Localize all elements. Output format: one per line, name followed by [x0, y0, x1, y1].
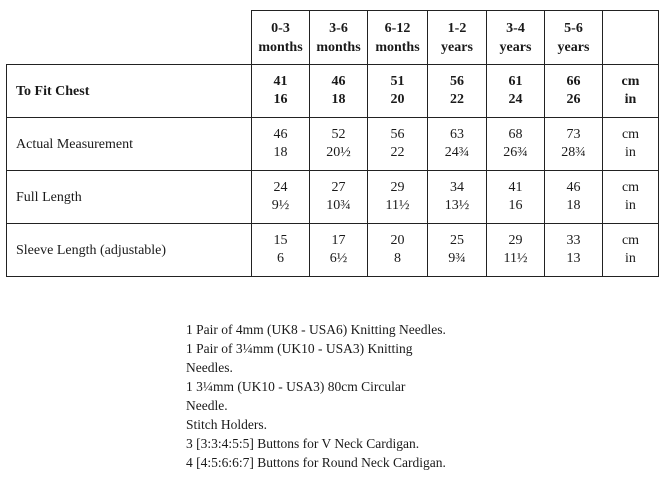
- materials-line: Needle.: [186, 398, 228, 413]
- unit-cell: cm in: [603, 171, 659, 224]
- table-cell: 15 6: [252, 224, 310, 277]
- table-cell: 51 20: [368, 65, 428, 118]
- materials-line: 1 3¼mm (UK10 - USA3) 80cm Circular: [186, 379, 406, 394]
- table-cell: 17 6½: [310, 224, 368, 277]
- table-cell: 56 22: [368, 118, 428, 171]
- table-row: [7, 118, 659, 171]
- table-cell: 24 9½: [252, 171, 310, 224]
- table-row: [7, 171, 659, 224]
- table-cell: 29 11½: [487, 224, 545, 277]
- header-size-1-2-years: 1-2 years: [428, 11, 487, 65]
- materials-line: Needles.: [186, 360, 233, 375]
- unit-cell: cm in: [603, 224, 659, 277]
- table-row: [7, 65, 659, 118]
- materials-line: 4 [4:5:6:6:7] Buttons for Round Neck Cardigan.: [186, 455, 446, 470]
- header-row: [7, 11, 659, 65]
- row-label: Full Length: [7, 171, 252, 224]
- row-label: To Fit Chest: [7, 65, 252, 118]
- unit-cell: cm in: [603, 65, 659, 118]
- row-label: Sleeve Length (adjustable): [7, 224, 252, 277]
- table-cell: 63 24¾: [428, 118, 487, 171]
- table-cell: 66 26: [545, 65, 603, 118]
- materials-line: 3 [3:3:4:5:5] Buttons for V Neck Cardigan.: [186, 436, 420, 451]
- table-cell: 56 22: [428, 65, 487, 118]
- header-size-5-6-years: 5-6 years: [545, 11, 603, 65]
- header-size-0-3-months: 0-3 months: [252, 11, 310, 65]
- header-unit: [603, 11, 659, 65]
- materials-list: [186, 320, 446, 472]
- corner-cell: [7, 11, 252, 65]
- row-label: Actual Measurement: [7, 118, 252, 171]
- table-cell: 46 18: [545, 171, 603, 224]
- table-cell: 46 18: [310, 65, 368, 118]
- table-cell: 27 10¾: [310, 171, 368, 224]
- table-cell: 33 13: [545, 224, 603, 277]
- table-cell: 52 20½: [310, 118, 368, 171]
- table-cell: 61 24: [487, 65, 545, 118]
- table-cell: 46 18: [252, 118, 310, 171]
- size-table: [6, 10, 659, 277]
- table-cell: 41 16: [252, 65, 310, 118]
- materials-line: 1 Pair of 3¼mm (UK10 - USA3) Knitting: [186, 341, 413, 356]
- table-cell: 25 9¾: [428, 224, 487, 277]
- table-cell: 41 16: [487, 171, 545, 224]
- materials-line: 1 Pair of 4mm (UK8 - USA6) Knitting Needles.: [186, 322, 446, 337]
- table-cell: 34 13½: [428, 171, 487, 224]
- table-cell: 68 26¾: [487, 118, 545, 171]
- table-row: [7, 224, 659, 277]
- header-size-3-4-years: 3-4 years: [487, 11, 545, 65]
- header-size-3-6-months: 3-6 months: [310, 11, 368, 65]
- unit-cell: cm in: [603, 118, 659, 171]
- materials-line: Stitch Holders.: [186, 417, 267, 432]
- header-size-6-12-months: 6-12 months: [368, 11, 428, 65]
- table-cell: 29 11½: [368, 171, 428, 224]
- table-cell: 73 28¾: [545, 118, 603, 171]
- table-cell: 20 8: [368, 224, 428, 277]
